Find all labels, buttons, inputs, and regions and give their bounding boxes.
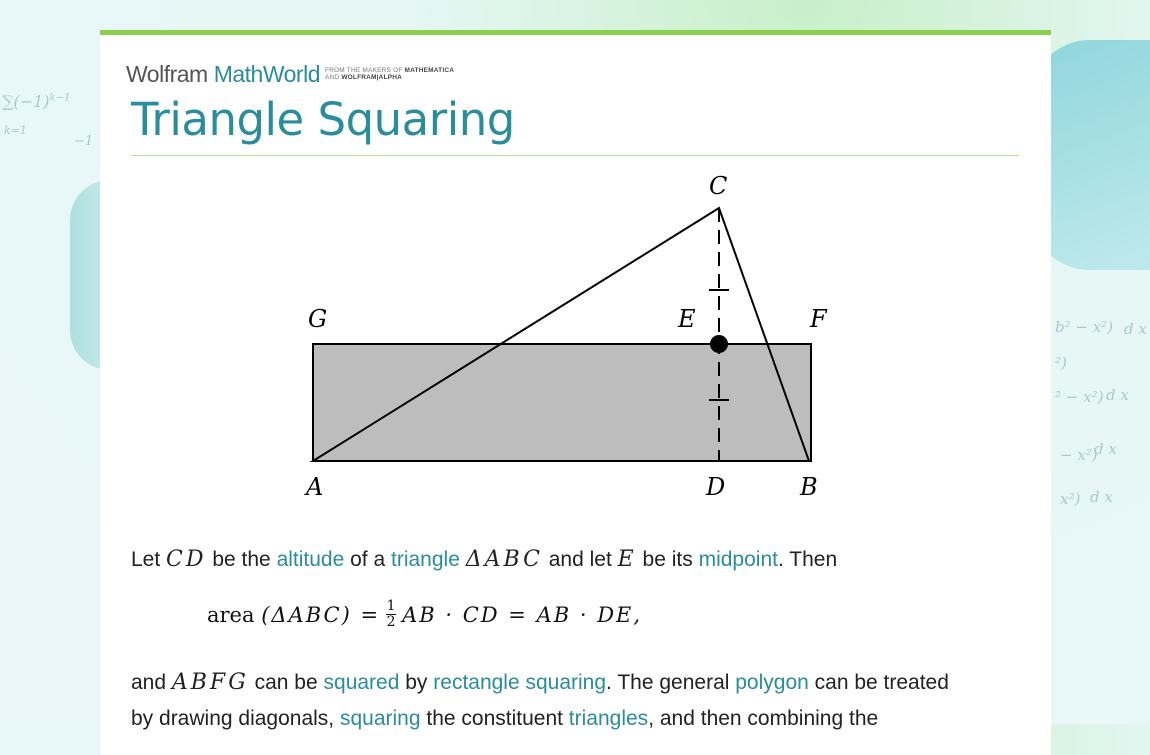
background-formula: d x	[1106, 386, 1129, 404]
label-f: F	[810, 305, 827, 333]
link-triangles[interactable]: triangles	[568, 707, 649, 730]
site-logo[interactable]	[126, 61, 454, 88]
background-formula: b² − x²)	[1055, 318, 1114, 336]
background-formula: $\sum(-1)^{k-1}$	[2, 92, 71, 111]
label-c: C	[709, 172, 728, 200]
background-formula: − x²)	[1060, 446, 1098, 464]
link-squared[interactable]: squared	[323, 671, 400, 694]
paragraph-2: and ABFG can be squared by rectangle squaring. The general polygon can be treated	[131, 670, 949, 695]
fraction-one-half: $\frac{1}{2}$	[386, 598, 396, 630]
background-formula: ² − x²)	[1055, 388, 1104, 406]
logo-wolfram-text: Wolfram	[126, 61, 208, 87]
background-formula: x²)	[1060, 490, 1081, 508]
logo-tagline: FROM THE MAKERS OF MATHEMATICA AND WOLFRAM|ALPHA	[324, 67, 455, 81]
rectangle-abfg	[313, 344, 811, 461]
link-altitude[interactable]: altitude	[276, 548, 345, 571]
link-triangle[interactable]: triangle	[391, 548, 460, 571]
label-g: G	[308, 305, 328, 333]
background-formula: d x	[1094, 440, 1117, 458]
background-formula: k=1	[4, 124, 27, 137]
background-formula: d x	[1124, 320, 1147, 338]
page-title: Triangle Squaring	[131, 93, 515, 146]
paragraph-1: Let CD be the altitude of a triangle ΔABC and let E be its midpoint. Then	[131, 547, 838, 572]
label-e: E	[678, 305, 696, 333]
paragraph-3: by drawing diagonals, squaring the constituent triangles, and then combining the	[131, 707, 879, 730]
link-midpoint[interactable]: midpoint	[698, 548, 778, 571]
background-formula: ²)	[1055, 354, 1067, 372]
area-equation: area (ΔABC) = $\frac{1}{2}$ AB · CD = AB · DE,	[207, 598, 643, 630]
label-b: B	[800, 473, 818, 501]
background-formula: d x	[1090, 488, 1113, 506]
label-d: D	[706, 473, 726, 501]
label-a: A	[306, 473, 324, 501]
link-rectangle-squaring[interactable]: rectangle squaring	[433, 671, 607, 694]
link-squaring[interactable]: squaring	[339, 707, 421, 730]
midpoint-e	[710, 335, 728, 353]
title-divider	[131, 155, 1019, 156]
article-card	[100, 30, 1051, 755]
link-polygon[interactable]: polygon	[735, 671, 809, 694]
background-formula: −1	[74, 134, 94, 149]
triangle-squaring-diagram	[300, 167, 860, 507]
logo-mathworld-text: MathWorld	[213, 61, 320, 87]
